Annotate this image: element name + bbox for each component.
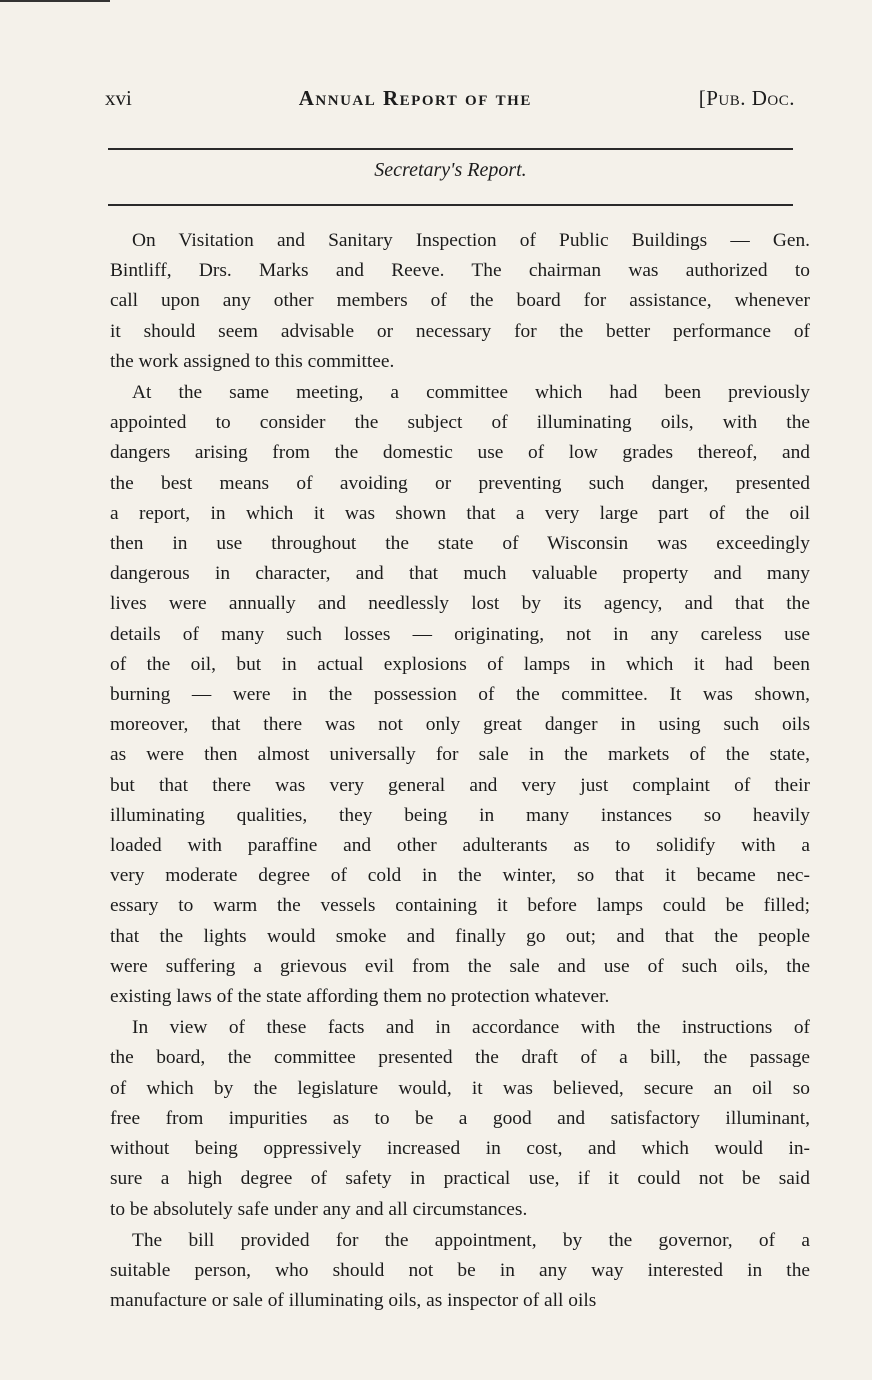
text-line: were suffering a grievous evil from the sale and use of such oils, the [110,955,810,977]
text-line: sure a high degree of safety in practical use, if it could not be said [110,1168,810,1190]
paragraph [110,226,810,377]
text-line: call upon any other members of the board for assistance, whenever [110,290,810,312]
text-line: In view of these facts and in accordance with the instructions of [132,1017,810,1039]
text-line: very moderate degree of cold in the winter, so that it became nec- [110,865,810,887]
body-text [110,226,810,1317]
text-line: On Visitation and Sanitary Inspection of Public Buildings — Gen. [132,230,810,251]
text-line: a report, in which it was shown that a very large part of the oil [110,502,810,524]
text-line: the board, the committee presented the draft of a bill, the passage [110,1047,810,1069]
text-line: moreover, that there was not only great danger in using such oils [110,714,810,736]
text-line: loaded with paraffine and other adulterants as to solidify with a [110,835,810,857]
text-line: free from impurities as to be a good and satisfactory illuminant, [110,1107,810,1129]
text-line: dangerous in character, and that much valuable property and many [110,563,810,585]
text-line: illuminating qualities, they being in many instances so heavily [110,804,810,826]
header-rule-bottom [108,204,793,206]
text-line: but that there was very general and very just complaint of their [110,774,810,796]
text-line: dangers arising from the domestic use of low grades thereof, and [110,442,810,464]
top-edge-rule [0,0,110,2]
text-line: Bintliff, Drs. Marks and Reeve. The chairman was authorized to [110,260,810,282]
paragraph [110,1226,810,1317]
text-line: appointed to consider the subject of illuminating oils, with the [110,412,810,434]
header-title: Annual Report of the [298,86,532,110]
text-line: then in use throughout the state of Wisconsin was exceedingly [110,533,810,555]
header-rule-top [108,148,793,150]
text-line: it should seem advisable or necessary for the better performance of [110,320,810,342]
text-line: essary to warm the vessels containing it before lamps could be filled; [110,895,810,917]
text-line: without being oppressively increased in cost, and which would in- [110,1138,810,1160]
text-line: of which by the legislature would, it was believed, secure an oil so [110,1077,810,1099]
text-line: the work assigned to this committee. [110,350,395,372]
text-line: existing laws of the state affording them no protection whatever. [110,986,610,1008]
text-line: as were then almost universally for sale in the markets of the state, [110,744,810,766]
text-line: manufacture or sale of illuminating oils, as inspector of all oils [110,1290,597,1312]
text-line: the best means of avoiding or preventing such danger, presented [110,472,810,494]
running-header [105,86,795,111]
text-line: suitable person, who should not be in any way interested in the [110,1259,810,1281]
paragraph [110,378,810,1012]
text-line: lives were annually and needlessly lost by its agency, and that the [110,593,810,615]
text-line: that the lights would smoke and finally go out; and that the people [110,925,810,947]
text-line: burning — were in the possession of the committee. It was shown, [110,684,810,706]
page-number: xvi [105,86,132,110]
text-line: to be absolutely safe under any and all circumstances. [110,1198,528,1220]
text-line: of the oil, but in actual explosions of lamps in which it had been [110,653,810,675]
paragraph [110,1013,810,1224]
text-line: details of many such losses — originating, not in any careless use [110,623,810,645]
text-line: At the same meeting, a committee which had been previously [132,382,810,404]
document-label: [Pub. Doc. [698,86,795,110]
section-title: Secretary's Report. [374,159,527,181]
text-line: The bill provided for the appointment, by the governor, of a [132,1229,810,1251]
